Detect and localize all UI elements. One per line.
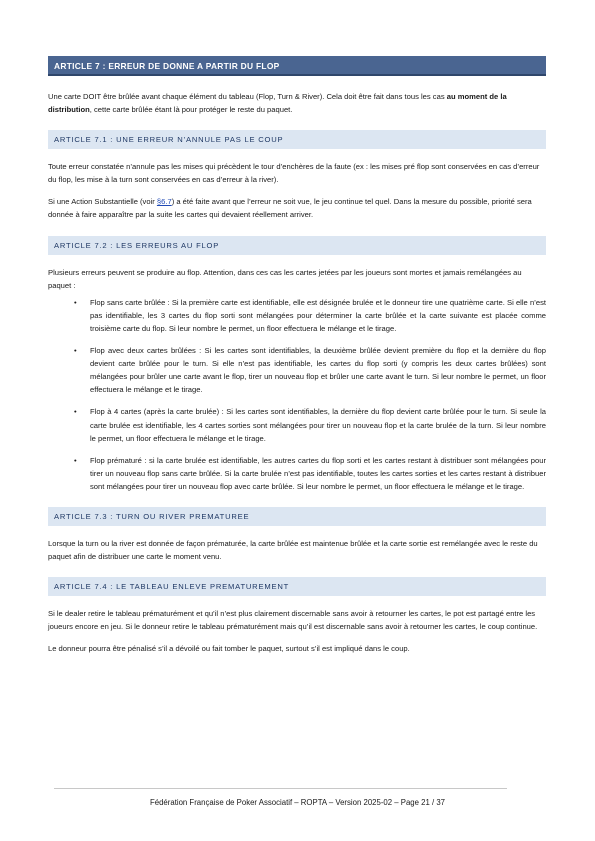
article-7-1-heading: ARTICLE 7.1 : UNE ERREUR N’ANNULE PAS LE COUP — [48, 130, 546, 149]
footer-divider — [54, 788, 507, 789]
list-item: • Flop à 4 cartes (après la carte brulée) : Si les cartes sont identifiables, la dernière du flop devient carte brûlée pour le turn. Si seule la carte brulée est identifiable, les 4 cartes sorties sont mélangées pour tirer un nouveau flop et la carte brulée de la turn. Si leur nombre le permet, un floor effectuera le mélange et le tirage. — [74, 407, 546, 443]
article-7-4-paragraph-1: Si le dealer retire le tableau prématurément et qu’il n’est plus clairement discernable sans avoir à retourner les cartes, le pot est partagé entre les joueurs encore en jeu. Si le donneur retire le tableau prématurément mais qu’il est discernable sans avoir à retourner les cartes, le coup continue. — [48, 609, 538, 632]
page-footer: Fédération Française de Poker Associatif – ROPTA – Version 2025-02 – Page 21 / 37 — [149, 798, 445, 807]
article-7-2-list — [48, 296, 546, 493]
article-7-2-heading: ARTICLE 7.2 : LES ERREURS AU FLOP — [48, 236, 546, 255]
article-7-heading: ARTICLE 7 : ERREUR DE DONNE A PARTIR DU FLOP — [48, 56, 546, 76]
article-7-3-heading: ARTICLE 7.3 : TURN OU RIVER PREMATUREE — [48, 507, 546, 526]
article-7-1-paragraph-2: Si une Action Substantielle (voir §6.7) a été faite avant que l’erreur ne soit vue, le jeu continue tel quel. Dans la mesure du possible, priorité sera donnée à faire apparaître par la suite les cartes qui devaient réellement arriver. — [48, 197, 532, 220]
article-7-paragraph: Une carte DOIT être brûlée avant chaque élément du tableau (Flop, Turn & River). Cela doit être fait dans tous les cas au moment de la distribution, cette carte brûlée étant là pour protéger le reste du paquet. — [48, 92, 507, 115]
document-page — [48, 56, 546, 655]
article-7-3-paragraph: Lorsque la turn ou la river est donnée de façon prématurée, la carte brûlée est maintenue brûlée et la carte sortie est remélangée avec le reste du paquet afin de distribuer une carte le moment venu. — [48, 538, 538, 562]
list-item: • Flop prématuré : si la carte brulée est identifiable, les autres cartes du flop sorti et les cartes restant à distribuer sont mélangées pour tirer un nouveau flop sans carte brûlée. Si la carte brulée n’est pas identifiable, toutes les cartes sorties et les cartes restant à distribuer sont mélangées pour tirer un nouveau flop avec carte brûlée. Si leur nombre le permet, un floor effectuera le mélange et le tirage. — [74, 455, 546, 491]
article-7-4-paragraph-2: Le donneur pourra être pénalisé s’il a dévoilé ou fait tomber le paquet, surtout s’il est impliqué dans le coup. — [48, 644, 410, 654]
section-6-7-link[interactable]: §6.7 — [156, 197, 172, 207]
article-7-1-paragraph-1: Toute erreur constatée n’annule pas les mises qui précèdent le tour d’enchères de la faute (ex : les mises pré flop sont conservées en cas d’erreur du flop, les mise à la turn sont conservées en cas d’erreur à la river). — [48, 162, 540, 185]
article-7-2-intro: Plusieurs erreurs peuvent se produire au flop. Attention, dans ces cas les cartes jetées par les joueurs sont mortes et jamais remélangées au paquet : — [48, 267, 522, 290]
list-item: • Flop sans carte brûlée : Si la première carte est identifiable, elle est désignée brulée et le donneur tire une quatrième carte. Si elle n’est pas identifiable, les 3 cartes du flop sorti sont mélangées pour déterminer la carte brûlée et la carte suivante est placée comme troisième carte du flop. Si leur nombre le permet, un floor effectuera le mélange et le tirage. — [74, 297, 546, 333]
article-7-4-heading: ARTICLE 7.4 : LE TABLEAU ENLEVE PREMATUREMENT — [48, 577, 546, 596]
list-item: • Flop avec deux cartes brûlées : Si les cartes sont identifiables, la deuxième brûlée devient première du flop et la dernière du flop devient carte brûlée pour le turn. Si elle n’est pas identifiable, les cartes du flop sorti (y compris les deux cartes brûlées) sont mélangées pour brûler une carte avant le flop, tirer un nouveau flop et brûler une carte avant le turn. Si leur nombre le permet, un floor effectuera le mélange et le tirage. — [74, 346, 546, 395]
